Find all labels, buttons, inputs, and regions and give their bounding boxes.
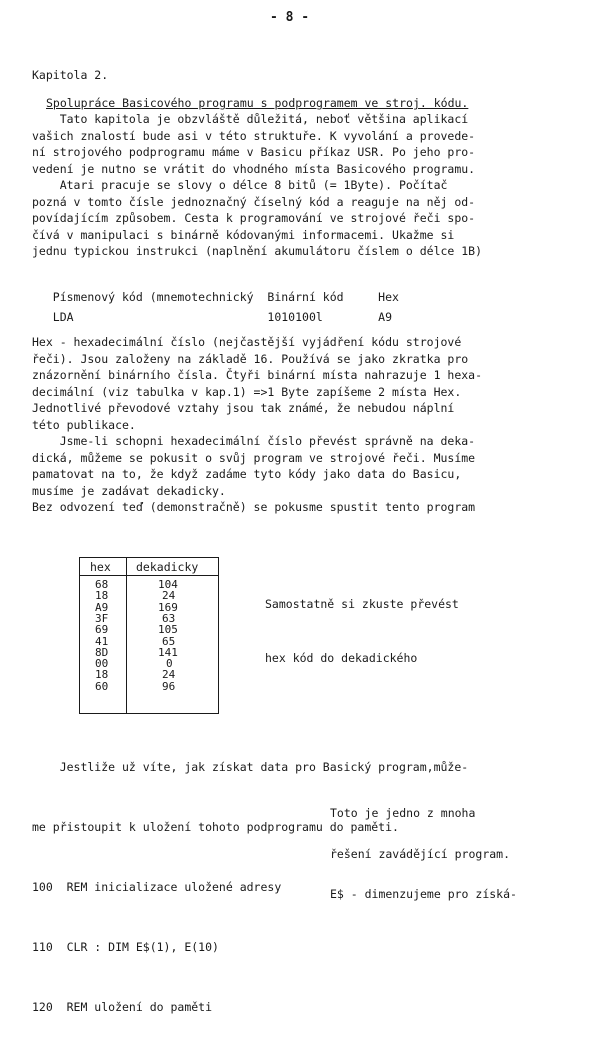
program-line: 110 CLR : DIM E$(1), E(10)	[32, 940, 219, 954]
text-line: Jednotlivé převodové vztahy jsou tak známé, že nebudou náplní	[32, 401, 455, 415]
table-cell-hex: 18	[95, 668, 109, 682]
text-line: Jestliže už víte, jak získat data pro Basický program,může-	[32, 760, 469, 774]
chapter-label: Kapitola 2.	[32, 68, 109, 82]
program-note	[330, 780, 517, 929]
text-line: pozná v tomto čísle jednoznačný číselný kód a reaguje na něj od-	[32, 194, 476, 209]
section-heading: Spolupráce Basicového programu s podprogramem ve stroj. kódu.	[46, 96, 469, 110]
table-cell-hex: 68	[95, 578, 109, 591]
page-number: - 8 -	[270, 10, 310, 25]
text-line: Jsme-li schopni hexadecimální číslo převést správně na deka-	[32, 434, 476, 448]
text-line: E$ - dimenzujeme pro získá-	[330, 887, 517, 901]
table-header-hex: hex	[90, 560, 111, 574]
table-cell-decimal: 141	[158, 645, 178, 659]
text-line: me přistoupit k uložení tohoto podprogramu do paměti.	[32, 820, 399, 834]
text-line: hex kód do dekadického	[265, 651, 418, 665]
table-cell-hex: A9	[95, 600, 109, 614]
table-cell-hex: 00	[95, 657, 109, 671]
table-cell-decimal: 65	[162, 634, 176, 648]
text-line: musíme je zadávat dekadicky.	[32, 483, 226, 498]
text-line: Bez odvození teď (demonstračně) se pokusme spustit tento program	[32, 500, 476, 514]
opcode-row: LDA 1010100l A9	[32, 310, 393, 324]
text-line: vašich znalostí bude asi v této struktuře. K vyvolání a provede-	[32, 128, 476, 143]
table-cell-decimal: 96	[162, 679, 176, 693]
table-header-decimal: dekadicky	[136, 560, 199, 574]
text-line: decimální (viz tabulka v kap.1) =>1 Byte zapíšeme 2 místa Hex.	[32, 384, 462, 399]
text-line: dická, můžeme se pokusit o svůj program ve strojové řeči. Musíme	[32, 450, 476, 465]
text-line: Tato kapitola je obzvláště důležitá, neboť většina aplikací	[32, 112, 469, 126]
table-cell-hex: 60	[95, 679, 109, 693]
text-line: této publikace.	[32, 417, 136, 432]
table-cell-decimal: 0	[166, 657, 173, 671]
text-line: Hex - hexadecimální číslo (nejčastější vyjádření kódu strojové	[32, 335, 462, 349]
table-divider	[126, 558, 127, 713]
program-line: 100 REM inicializace uložené adresy	[32, 880, 282, 894]
intro-paragraph	[32, 111, 552, 260]
text-line: řeči). Jsou založeny na základě 16. Používá se jako zkratka pro	[32, 351, 469, 366]
program-line: 120 REM uložení do paměti	[32, 1000, 213, 1014]
table-cell-decimal: 169	[158, 600, 178, 614]
text-line: ní strojového podprogramu máme v Basicu příkaz USR. Po jeho pro-	[32, 145, 476, 159]
table-cell-decimal: 63	[162, 611, 176, 625]
table-cell-decimal: 105	[158, 623, 178, 637]
table-cell-decimal: 24	[162, 668, 176, 682]
table-cell-hex: 3F	[95, 611, 109, 625]
side-note	[265, 559, 459, 703]
table-cell-hex: 41	[95, 634, 109, 648]
text-line: Samostatně si zkuste převést	[265, 597, 459, 611]
table-cell-hex: 69	[95, 623, 109, 637]
opcode-header: Písmenový kód (mnemotechnický Binární kód Hex	[32, 290, 399, 304]
text-line: vedení je nutno se vrátit do vhodného místa Basicového programu.	[32, 161, 476, 176]
text-line: řešení zavádějící program.	[330, 846, 511, 861]
text-line: Atari pracuje se slovy o délce 8 bitů (= 1Byte). Počítač	[32, 178, 448, 192]
text-line: čívá v manipulaci s binárně kódovanými informacemi. Ukažme si	[32, 227, 455, 242]
text-line: jednu typickou instrukci (naplnění akumulátoru číslem o délce 1B)	[32, 244, 483, 258]
text-line: znázornění binárního čísla. Čtyři binární místa nahrazuje 1 hexa-	[32, 368, 483, 382]
hex-paragraph	[32, 334, 552, 516]
text-line: povídajícím způsobem. Cesta k programování ve strojové řeči spo-	[32, 211, 476, 225]
hex-decimal-table	[79, 557, 219, 714]
table-cell-hex: 18	[95, 589, 109, 603]
table-cell-decimal: 104	[158, 578, 178, 591]
text-line: Toto je jedno z mnoha	[330, 806, 476, 820]
table-cell-decimal: 24	[162, 589, 176, 603]
text-line: pamatovat na to, že když zadáme tyto kódy jako data do Basicu,	[32, 467, 462, 481]
table-cell-hex: 8D	[95, 645, 109, 659]
